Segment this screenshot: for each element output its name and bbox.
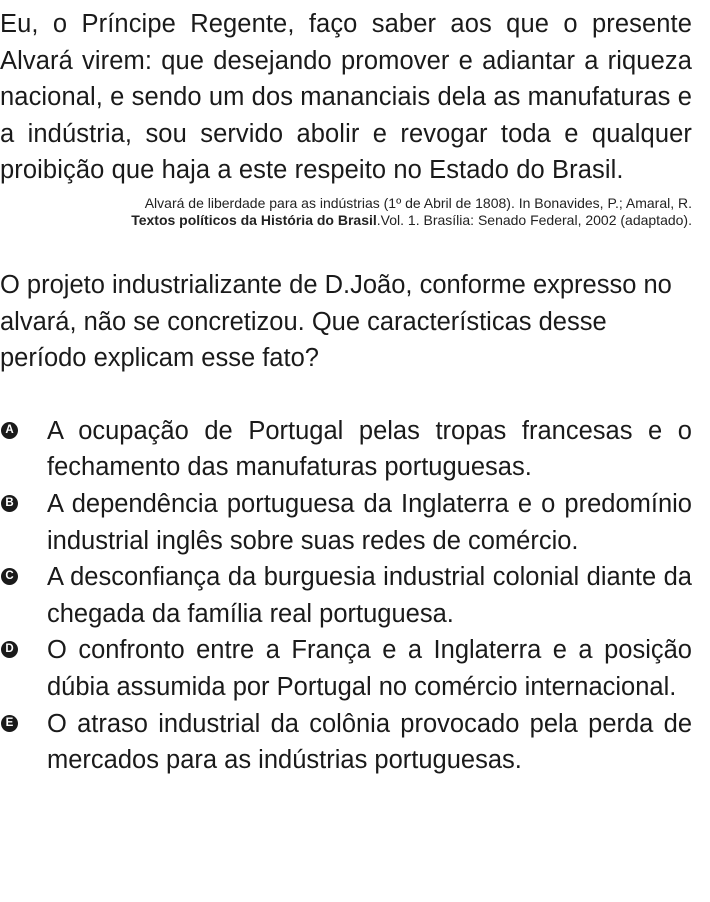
question-text: O projeto industrializante de D.João, conforme expresso no alvará, não se concretizou. Que características desse período explicam esse fato?	[0, 270, 672, 373]
option-d-text: O confronto entre a França e a Inglaterra e a posição dúbia assumida por Portugal no comércio internacional.	[47, 636, 692, 701]
citation-source: Alvará de liberdade para as indústrias (1º de Abril de 1808). In Bonavides, P.; Amaral, R.	[144, 194, 692, 211]
citation-book-title: Textos políticos da História do Brasil	[131, 212, 377, 229]
option-a-text: A ocupação de Portugal pelas tropas francesas e o fechamento das manufaturas portuguesas.	[47, 416, 692, 482]
question-page	[0, 6, 692, 779]
answer-options	[0, 413, 692, 779]
option-e-text: O atraso industrial da colônia provocado pela perda de mercados para as indústrias portuguesas.	[47, 709, 692, 775]
option-a-letter-badge: A	[1, 422, 18, 439]
option-e[interactable]	[0, 706, 692, 779]
option-d[interactable]	[0, 632, 692, 705]
option-b-text: A dependência portuguesa da Inglaterra e o predomínio industrial inglês sobre suas redes de comércio.	[47, 489, 692, 555]
citation-details: .Vol. 1. Brasília: Senado Federal, 2002 (adaptado).	[376, 212, 692, 229]
option-b[interactable]	[0, 486, 692, 559]
option-b-letter-badge: B	[1, 495, 18, 512]
quote-text: Eu, o Príncipe Regente, faço saber aos que o presente Alvará virem: que desejando promover e adiantar a riqueza nacional, e sendo um dos mananciais dela as manufaturas e a indústria, sou servido abolir e revogar toda e qualquer proibição que haja a este respeito no Estado do Brasil.	[0, 10, 692, 185]
option-e-letter-badge: E	[1, 715, 18, 732]
option-d-letter-badge: D	[1, 641, 18, 658]
option-a[interactable]	[0, 413, 692, 486]
option-c[interactable]	[0, 559, 692, 632]
citation	[0, 195, 692, 230]
option-c-letter-badge: C	[1, 568, 18, 585]
option-c-text: A desconfiança da burguesia industrial colonial diante da chegada da família real portuguesa.	[47, 563, 692, 628]
